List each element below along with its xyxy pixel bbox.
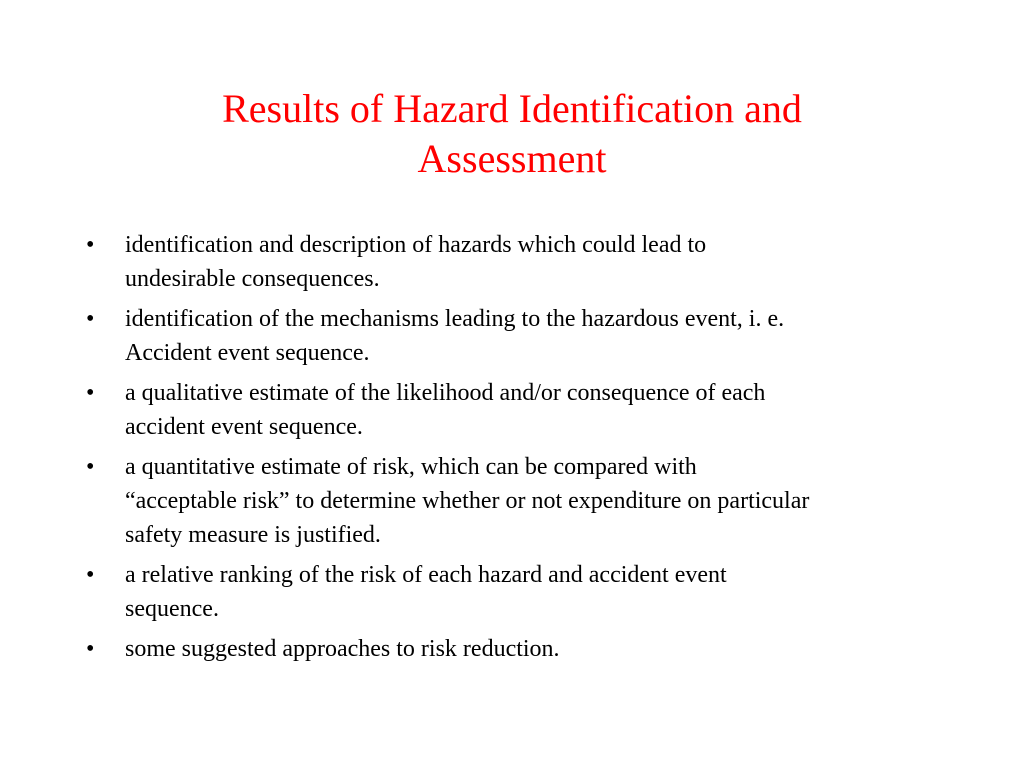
bullet-text-line: “acceptable risk” to determine whether or not expenditure on particular	[125, 488, 810, 514]
bullet-item	[86, 302, 946, 370]
bullet-text-line: accident event sequence.	[125, 414, 363, 440]
bullet-list	[86, 228, 946, 672]
bullet-icon: •	[86, 306, 95, 332]
bullet-item	[86, 376, 946, 444]
bullet-icon: •	[86, 636, 95, 662]
bullet-item	[86, 558, 946, 626]
bullet-text-line: sequence.	[125, 596, 219, 622]
bullet-item	[86, 228, 946, 296]
bullet-icon: •	[86, 562, 95, 588]
bullet-text-line: Accident event sequence.	[125, 340, 370, 366]
bullet-icon: •	[86, 454, 95, 480]
bullet-icon: •	[86, 380, 95, 406]
slide-title	[120, 84, 904, 184]
bullet-text-line: some suggested approaches to risk reduction.	[125, 636, 560, 662]
slide-title-line: Assessment	[417, 136, 607, 181]
bullet-text-line: a relative ranking of the risk of each hazard and accident event	[125, 562, 727, 588]
bullet-icon: •	[86, 232, 95, 258]
bullet-text-line: safety measure is justified.	[125, 522, 381, 548]
bullet-text-line: a quantitative estimate of risk, which can be compared with	[125, 454, 697, 480]
bullet-text-line: identification and description of hazards which could lead to	[125, 232, 707, 258]
bullet-text-line: a qualitative estimate of the likelihood and/or consequence of each	[125, 380, 766, 406]
bullet-item	[86, 450, 946, 552]
slide-title-line: Results of Hazard Identification and	[222, 86, 802, 131]
bullet-item	[86, 632, 946, 666]
bullet-text-line: identification of the mechanisms leading to the hazardous event, i. e.	[125, 306, 785, 332]
bullet-text-line: undesirable consequences.	[125, 266, 380, 292]
